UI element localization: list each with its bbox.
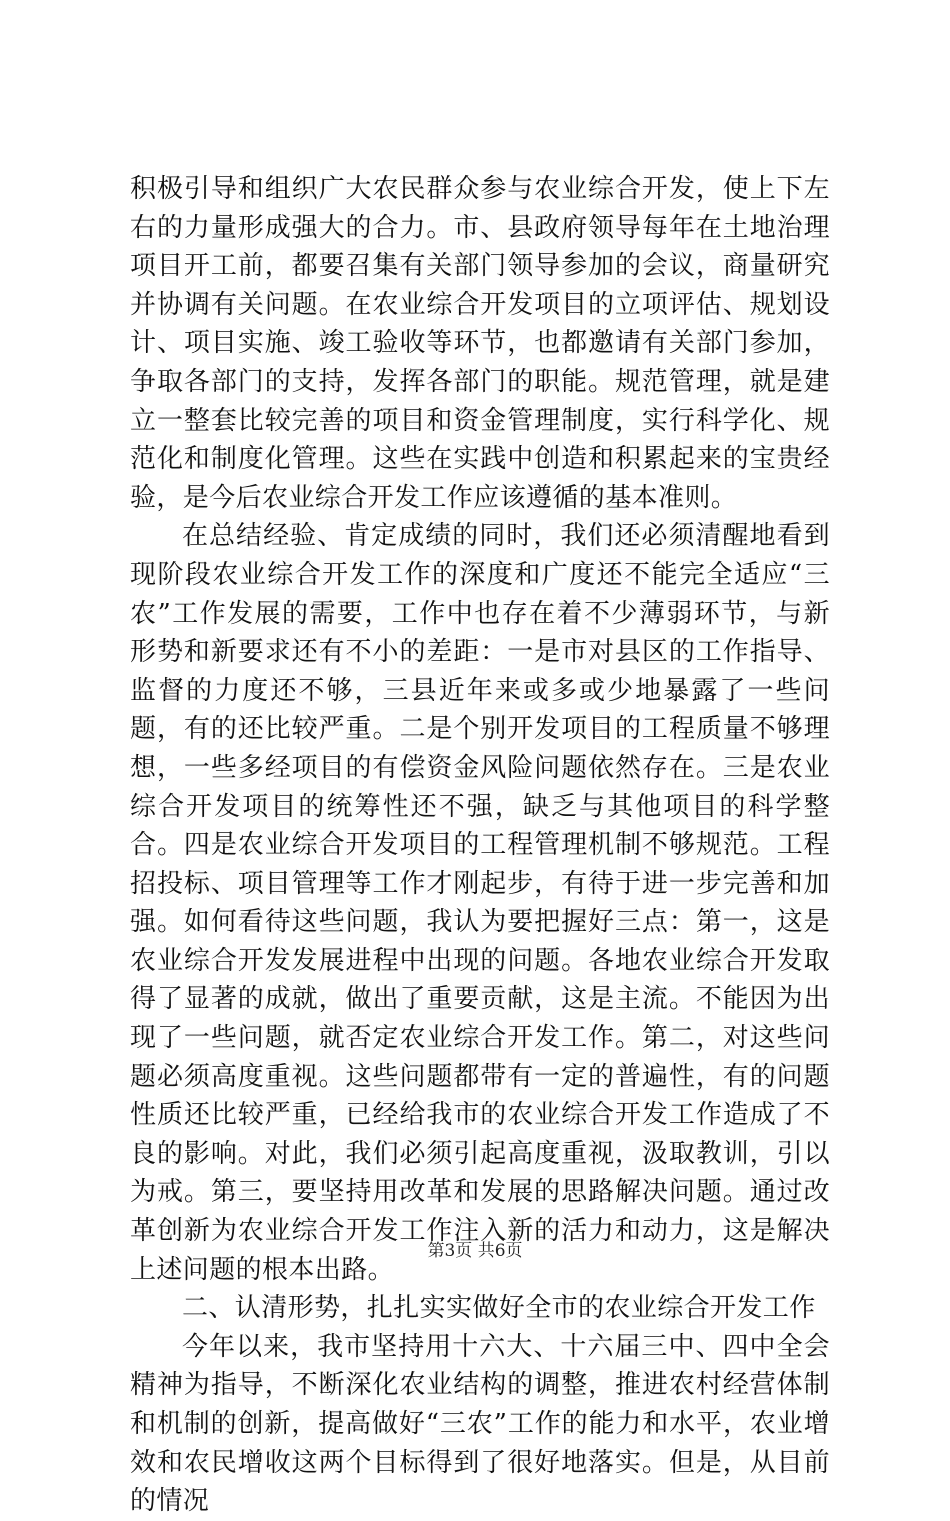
section-heading: 二、认清形势，扎扎实实做好全市的农业综合开发工作 bbox=[182, 1293, 816, 1324]
paragraph-problems: 在总结经验、肯定成绩的同时，我们还必须清醒地看到现阶段农业综合开发工作的深度和广度还不能完全适应“三农”工作发展的需要，工作中也存在着不少薄弱环节，与新形势和新要求还有不小的差距：一是市对县区的工作指导、监督的力度还不够，三县近年来或多或少地暴露了一些问题，有的还比较严重。二是个别开发项目的工程质量不够理想，一些多经项目的有偿资金风险问题依然存在。三是农业综合开发项目的统筹性还不强，缺乏与其他项目的科学整合。四是农业综合开发项目的工程管理机制不够规范。工程招投标、项目管理等工作才刚起步，有待于进一步完善和加强。如何看待这些问题，我认为要把握好三点：第一，这是农业综合开发发展进程中出现的问题。各地农业综合开发取得了显著的成就，做出了重要贡献，这是主流。不能因为出现了一些问题，就否定农业综合开发工作。第二，对这些问题必须高度重视。这些问题都带有一定的普遍性，有的问题性质还比较严重，已经给我市的农业综合开发工作造成了不良的影响。对此，我们必须引起高度重视，汲取教训，引以为戒。第三，要坚持用改革和发展的思路解决问题。通过改革创新为农业综合开发工作注入新的活力和动力，这是解决上述问题的根本出路。 bbox=[130, 521, 830, 1285]
page-footer: 第3页 共6页 bbox=[427, 1241, 523, 1261]
document-body bbox=[130, 170, 830, 1521]
paragraph-situation: 今年以来，我市坚持用十六大、十六届三中、四中全会精神为指导，不断深化农业结构的调整，推进农村经营体制和机制的创新，提高做好“三农”工作的能力和水平，农业增效和农民增收这两个目标得到了很好地落实。但是，从目前的情况 bbox=[130, 1331, 830, 1517]
paragraph-continuation: 积极引导和组织广大农民群众参与农业综合开发，使上下左右的力量形成强大的合力。市、县政府领导每年在土地治理项目开工前，都要召集有关部门领导参加的会议，商量研究并协调有关问题。在农业综合开发项目的立项评估、规划设计、项目实施、竣工验收等环节，也都邀请有关部门参加，争取各部门的支持，发挥各部门的职能。规范管理，就是建立一整套比较完善的项目和资金管理制度，实行科学化、规范化和制度化管理。这些在实践中创造和积累起来的宝贵经验，是今后农业综合开发工作应该遵循的基本准则。 bbox=[130, 174, 830, 513]
